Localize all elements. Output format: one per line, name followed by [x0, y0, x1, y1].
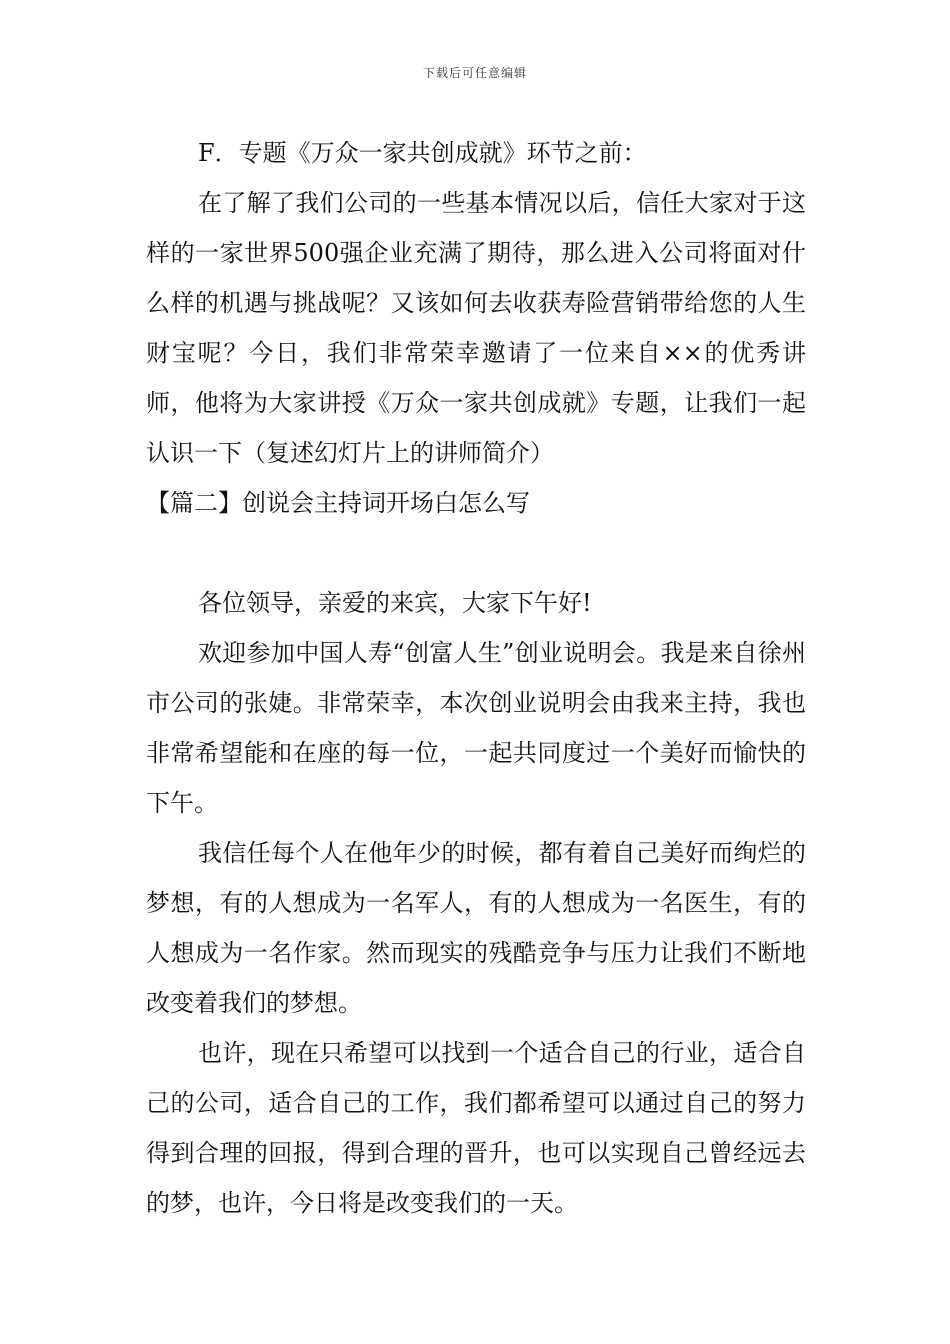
- greeting-line: 各位领导，亲爱的来宾，大家下午好!: [198, 589, 592, 617]
- document-body: [146, 128, 806, 1228]
- part-two-title: 【篇二】创说会主持词开场白怎么写: [146, 489, 530, 517]
- paragraph-welcome: 欢迎参加中国人寿“创富人生”创业说明会。我是来自徐州市公司的张婕。非常荣幸，本次创业说明会由我来主持，我也非常希望能和在座的每一位，一起共同度过一个美好而愉快的下午。: [146, 639, 806, 817]
- blank-line: [146, 528, 806, 578]
- section-f-heading: F．专题《万众一家共创成就》环节之前：: [198, 139, 647, 167]
- paragraph-dreams: 我信任每个人在他年少的时候，都有着自己美好而绚烂的梦想，有的人想成为一名军人，有的人想成为一名医生，有的人想成为一名作家。然而现实的残酷竞争与压力让我们不断地改变着我们的梦想。: [146, 839, 806, 1017]
- paragraph-intro-lecturer: 在了解了我们公司的一些基本情况以后，信任大家对于这样的一家世界500强企业充满了期待，那么进入公司将面对什么样的机遇与挑战呢？又该如何去收获寿险营销带给您的人生财宝呢？今日，我们非常荣幸邀请了一位来自××的优秀讲师，他将为大家讲授《万众一家共创成就》专题，让我们一起认识一下（复述幻灯片上的讲师简介）: [146, 189, 806, 467]
- paragraph-hope: 也许，现在只希望可以找到一个适合自己的行业，适合自己的公司，适合自己的工作，我们都希望可以通过自己的努力得到合理的回报，得到合理的晋升，也可以实现自己曾经远去的梦，也许，今日将是改变我们的一天。: [146, 1039, 806, 1217]
- page-header-note: 下载后可任意编辑: [422, 66, 527, 80]
